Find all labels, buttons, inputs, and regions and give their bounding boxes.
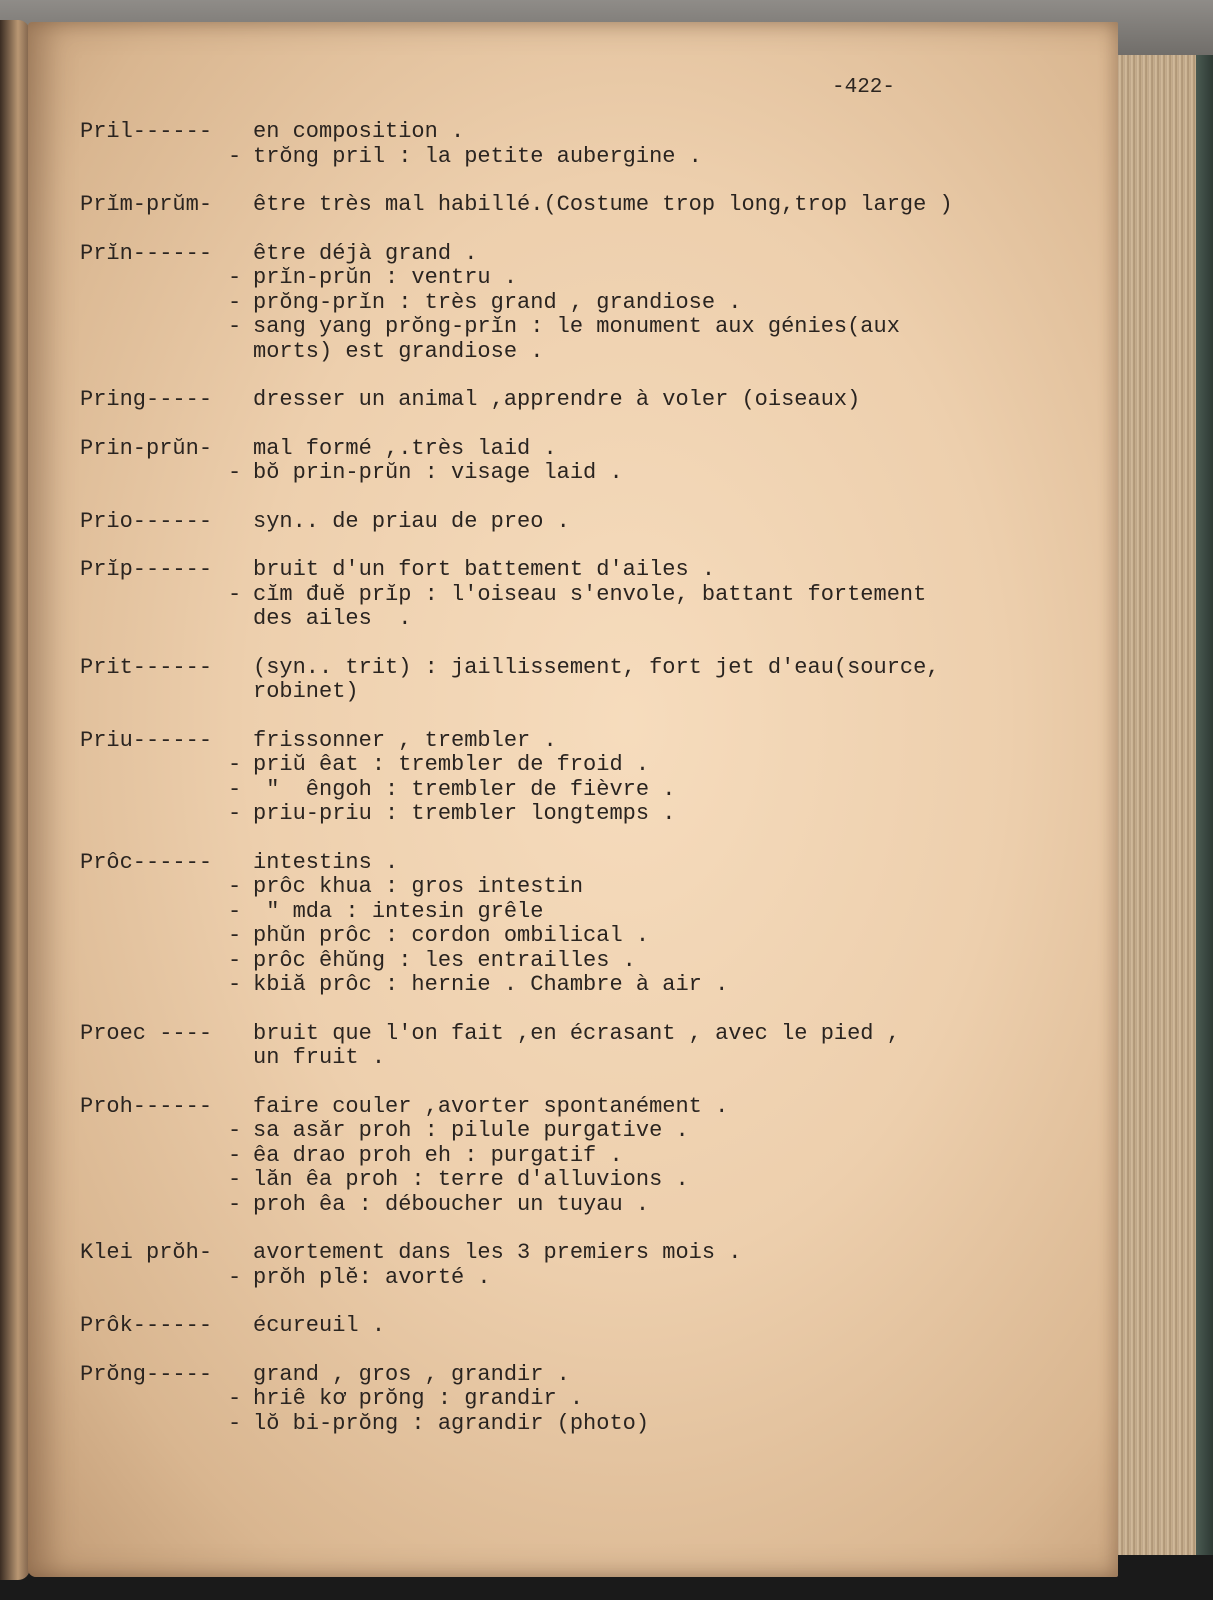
- line-dash: -: [228, 265, 242, 290]
- line-dash: -: [228, 801, 242, 826]
- line-dash: [228, 510, 253, 535]
- definition-line: [228, 900, 1080, 925]
- definition-line: [228, 1144, 1080, 1169]
- definition-text: des ailes .: [253, 606, 412, 631]
- definition-line: [228, 388, 1080, 413]
- line-dash: [228, 851, 253, 876]
- dictionary-entry: [80, 388, 1080, 413]
- definition-text: prĭn-prŭn : ventru .: [253, 265, 518, 290]
- definition-text: bruit que l'on fait ,en écrasant , avec le pied ,: [253, 1020, 900, 1046]
- entry-definitions: [228, 1363, 1080, 1437]
- definition-line: [228, 242, 1080, 267]
- entry-definitions: [228, 1095, 1080, 1218]
- dictionary-entry: [80, 1314, 1080, 1339]
- dictionary-entry: [80, 1241, 1080, 1290]
- line-dash: -: [228, 776, 242, 802]
- entry-definitions: [228, 510, 1080, 535]
- dictionary-entry: [80, 851, 1080, 998]
- definition-line: [228, 1363, 1080, 1388]
- entry-definitions: [228, 120, 1080, 169]
- entry-definitions: [228, 1022, 1080, 1071]
- definition-line: [228, 145, 1080, 170]
- entry-headword: Prin-prŭn-: [80, 435, 213, 461]
- line-dash: [228, 729, 253, 754]
- definition-text: sa asăr proh : pilule purgative .: [253, 1118, 689, 1143]
- line-dash: [228, 437, 253, 462]
- line-dash: [228, 1095, 253, 1120]
- definition-line: [228, 973, 1080, 998]
- definition-line: [228, 729, 1080, 754]
- definition-text: prôc êhŭng : les entrailles .: [253, 947, 636, 973]
- definition-text: mal formé ,.très laid .: [253, 435, 557, 461]
- definition-line: [228, 461, 1080, 486]
- line-dash: -: [228, 752, 242, 777]
- definition-line: [228, 291, 1080, 316]
- definition-line: [228, 120, 1080, 145]
- definition-text: dresser un animal ,apprendre à voler (oiseaux): [253, 387, 861, 412]
- definition-line: [228, 266, 1080, 291]
- page-number: -422-: [832, 76, 896, 99]
- entry-headword: Prôc------: [80, 849, 213, 875]
- line-dash: -: [228, 1410, 242, 1436]
- dictionary-entry: [80, 1363, 1080, 1437]
- dictionary-entry: [80, 242, 1080, 365]
- entry-definitions: [228, 193, 1080, 218]
- definition-line: [228, 1314, 1080, 1339]
- entry-definitions: [228, 437, 1080, 486]
- line-dash: -: [228, 874, 242, 899]
- entry-definitions: [228, 242, 1080, 365]
- dictionary-entry: [80, 1022, 1080, 1071]
- line-dash: [228, 607, 253, 632]
- definition-text: être déjà grand .: [253, 240, 478, 266]
- line-dash: -: [228, 1191, 242, 1217]
- definition-text: êa drao proh eh : purgatif .: [253, 1142, 623, 1168]
- dictionary-entry: [80, 510, 1080, 535]
- entry-definitions: [228, 1314, 1080, 1339]
- entry-headword: Prôk------: [80, 1313, 213, 1338]
- line-dash: -: [228, 972, 242, 997]
- definition-line: [228, 193, 1080, 218]
- definition-text: sang yang prŏng-prĭn : le monument aux génies(aux: [253, 314, 900, 339]
- definition-line: [228, 802, 1080, 827]
- line-dash: [228, 340, 253, 365]
- definition-text: en composition .: [253, 119, 465, 144]
- definition-text: phŭn prôc : cordon ombilical .: [253, 923, 650, 948]
- definition-text: grand , gros , grandir .: [253, 1361, 570, 1387]
- definition-text: écureuil .: [253, 1313, 386, 1338]
- line-dash: -: [228, 143, 242, 169]
- entry-headword: Pring-----: [80, 387, 213, 412]
- definition-line: [228, 875, 1080, 900]
- line-dash: -: [228, 1142, 242, 1168]
- dictionary-entry: [80, 729, 1080, 827]
- dictionary-entry: [80, 1095, 1080, 1218]
- definition-line: [228, 1168, 1080, 1193]
- definition-text: intestins .: [253, 849, 399, 875]
- definition-text: priu-priu : trembler longtemps .: [253, 801, 676, 826]
- entry-headword: Prio------: [80, 508, 213, 534]
- entry-headword: Prĭm-prŭm-: [80, 192, 213, 217]
- definition-line: [228, 558, 1080, 583]
- dictionary-entries: [80, 120, 1080, 1460]
- entry-headword: Klei prŏh-: [80, 1240, 213, 1265]
- definition-line: [228, 437, 1080, 462]
- entry-headword: Priu------: [80, 727, 213, 753]
- definition-text: (syn.. trit) : jaillissement, fort jet d'eau(source,: [253, 654, 940, 680]
- line-dash: -: [228, 1386, 242, 1411]
- line-dash: -: [228, 1264, 242, 1290]
- line-dash: [228, 680, 253, 705]
- definition-line: [228, 1387, 1080, 1412]
- definition-line: [228, 1193, 1080, 1218]
- line-dash: [228, 1241, 253, 1266]
- definition-text: prôc khua : gros intestin: [253, 874, 584, 899]
- definition-line: [228, 656, 1080, 681]
- definition-text: lŏ bi-prŏng : agrandir (photo): [253, 1410, 650, 1436]
- entry-headword: Prĭp------: [80, 557, 213, 582]
- line-dash: [228, 1314, 253, 1339]
- definition-line: [228, 851, 1080, 876]
- entry-definitions: [228, 851, 1080, 998]
- definition-line: [228, 1266, 1080, 1291]
- line-dash: -: [228, 923, 242, 948]
- line-dash: [228, 1022, 253, 1047]
- definition-line: [228, 1119, 1080, 1144]
- line-dash: [228, 388, 253, 413]
- dictionary-entry: [80, 193, 1080, 218]
- entry-definitions: [228, 729, 1080, 827]
- entry-headword: Proh------: [80, 1093, 213, 1119]
- definition-line: [228, 340, 1080, 365]
- definition-line: [228, 1095, 1080, 1120]
- definition-line: [228, 778, 1080, 803]
- definition-text: un fruit .: [253, 1045, 386, 1070]
- entry-headword: Proec ----: [80, 1020, 213, 1046]
- definition-text: lăn êa proh : terre d'alluvions .: [253, 1167, 689, 1192]
- line-dash: -: [228, 947, 242, 973]
- line-dash: -: [228, 581, 242, 607]
- definition-line: [228, 924, 1080, 949]
- line-dash: -: [228, 314, 242, 339]
- definition-text: prŏng-prĭn : très grand , grandiose .: [253, 289, 742, 315]
- dictionary-entry: [80, 656, 1080, 705]
- definition-text: " êngoh : trembler de fièvre .: [253, 776, 676, 802]
- definition-text: proh êa : déboucher un tuyau .: [253, 1191, 650, 1217]
- book-cover-edge: [1196, 55, 1213, 1555]
- entry-definitions: [228, 1241, 1080, 1290]
- definition-line: [228, 949, 1080, 974]
- dictionary-entry: [80, 558, 1080, 632]
- definition-text: être très mal habillé.(Costume trop long,trop large ): [253, 192, 953, 217]
- definition-text: trŏng pril : la petite aubergine .: [253, 143, 702, 169]
- definition-text: priŭ êat : trembler de froid .: [253, 752, 650, 777]
- definition-text: morts) est grandiose .: [253, 338, 544, 364]
- definition-line: [228, 315, 1080, 340]
- line-dash: [228, 193, 253, 218]
- definition-text: bŏ prin-prŭn : visage laid .: [253, 460, 623, 485]
- dictionary-entry: [80, 120, 1080, 169]
- definition-text: prŏh plĕ: avorté .: [253, 1264, 491, 1290]
- definition-line: [228, 680, 1080, 705]
- line-dash: -: [228, 289, 242, 315]
- line-dash: -: [228, 1167, 242, 1192]
- definition-text: " mda : intesin grêle: [253, 898, 544, 924]
- entry-definitions: [228, 388, 1080, 413]
- line-dash: -: [228, 460, 242, 485]
- entry-definitions: [228, 656, 1080, 705]
- line-dash: [228, 1046, 253, 1071]
- line-dash: [228, 1363, 253, 1388]
- definition-text: avortement dans les 3 premiers mois .: [253, 1240, 742, 1265]
- left-page-edge: [0, 20, 30, 1580]
- entry-headword: Prĭn------: [80, 240, 213, 266]
- line-dash: [228, 242, 253, 267]
- definition-text: hriê kơ prŏng : grandir .: [253, 1386, 584, 1411]
- definition-text: kbiă prôc : hernie . Chambre à air .: [253, 972, 729, 997]
- definition-text: cĭm đuĕ prĭp : l'oiseau s'envole, battant fortement: [253, 581, 927, 607]
- definition-line: [228, 1046, 1080, 1071]
- definition-line: [228, 510, 1080, 535]
- definition-text: robinet): [253, 679, 359, 704]
- dictionary-entry: [80, 437, 1080, 486]
- line-dash: [228, 656, 253, 681]
- definition-line: [228, 607, 1080, 632]
- entry-headword: Prŏng-----: [80, 1361, 213, 1387]
- definition-line: [228, 583, 1080, 608]
- definition-line: [228, 1241, 1080, 1266]
- entry-definitions: [228, 558, 1080, 632]
- definition-line: [228, 1412, 1080, 1437]
- definition-text: frissonner , trembler .: [253, 727, 557, 753]
- line-dash: -: [228, 898, 242, 924]
- line-dash: [228, 558, 253, 583]
- definition-line: [228, 1022, 1080, 1047]
- line-dash: -: [228, 1118, 242, 1143]
- entry-headword: Prit------: [80, 654, 213, 680]
- definition-line: [228, 753, 1080, 778]
- line-dash: [228, 120, 253, 145]
- definition-text: syn.. de priau de preo .: [253, 508, 570, 534]
- entry-headword: Pril------: [80, 119, 213, 144]
- definition-text: bruit d'un fort battement d'ailes .: [253, 557, 716, 582]
- definition-text: faire couler ,avorter spontanément .: [253, 1093, 729, 1119]
